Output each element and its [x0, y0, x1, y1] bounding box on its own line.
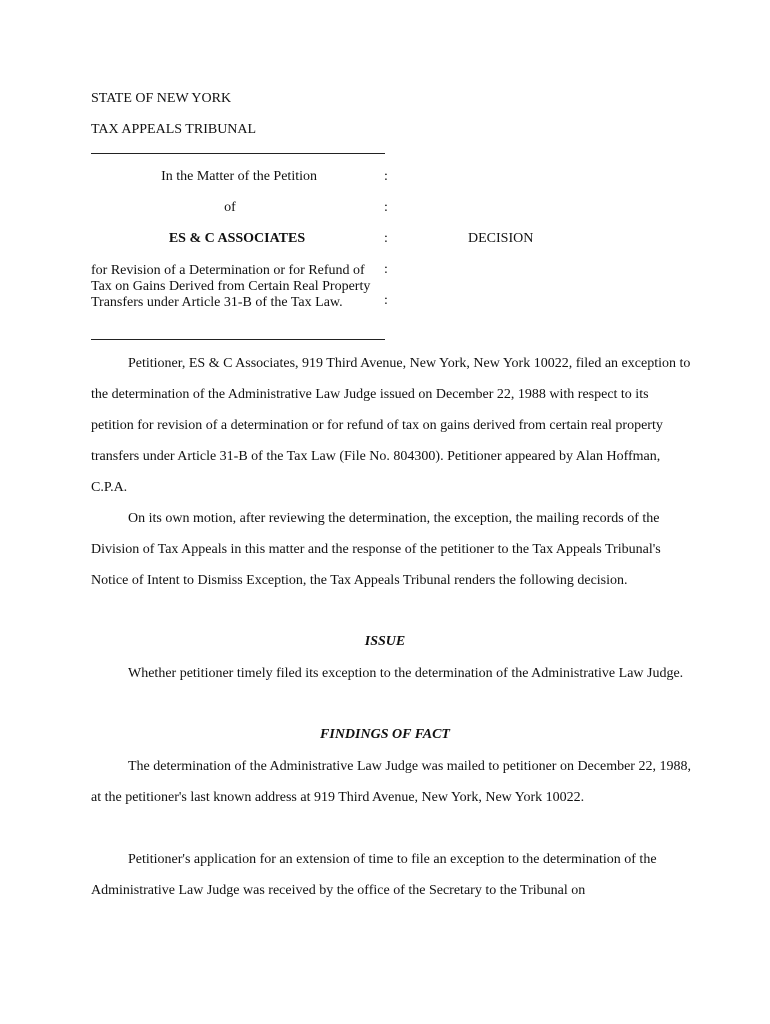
caption-colon: : — [384, 169, 388, 184]
findings-heading: FINDINGS OF FACT — [320, 727, 450, 742]
paragraph-finding-1: The determination of the Administrative Law Judge was mailed to petitioner on December 22, 1988, at the petitioner's last known address at 919 Third Avenue, New York, New York 10022. — [91, 759, 691, 805]
caption-top-rule — [91, 153, 385, 154]
caption-colon: : — [384, 262, 388, 277]
paragraph-petition: Petitioner, ES & C Associates, 919 Third Avenue, New York, New York 10022, filed an exception to the determination of the Administrative Law Judge issued on December 22, 1988 with respect to its petition for revision of a determination or for refund of tax on gains derived from certain real property transfers under Article 31-B of the Tax Law (File No. 804300). Petitioner appeared by Alan Hoffman, C.P.A. — [91, 356, 691, 495]
caption-colon: : — [384, 231, 388, 246]
caption-bottom-rule — [91, 339, 385, 340]
paragraph-motion: On its own motion, after reviewing the determination, the exception, the mailing records of the Division of Tax Appeals in this matter and the response of the petitioner to the Tax Appeals Tribunal's Notice of Intent to Dismiss Exception, the Tax Appeals Tribunal renders the following decision. — [91, 511, 661, 588]
document-type: DECISION — [468, 231, 534, 246]
party-name: ES & C ASSOCIATES — [168, 231, 306, 246]
state-heading: STATE OF NEW YORK — [91, 91, 232, 106]
issue-heading: ISSUE — [364, 634, 406, 649]
caption-colon: : — [384, 293, 388, 308]
caption-colon: : — [384, 200, 388, 215]
paragraph-issue: Whether petitioner timely filed its exception to the determination of the Administrative Law Judge. — [128, 666, 684, 681]
matter-line: In the Matter of the Petition — [161, 169, 317, 184]
paragraph-finding-2: Petitioner's application for an extension of time to file an exception to the determination of the Administrative Law Judge was received by the office of the Secretary to the Tribunal on — [91, 852, 657, 898]
tribunal-heading: TAX APPEALS TRIBUNAL — [91, 122, 257, 137]
of-line: of — [224, 200, 236, 215]
relief-description: for Revision of a Determination or for Refund of Tax on Gains Derived from Certain Real Property Transfers under Article 31-B of the Tax Law. — [91, 263, 371, 310]
